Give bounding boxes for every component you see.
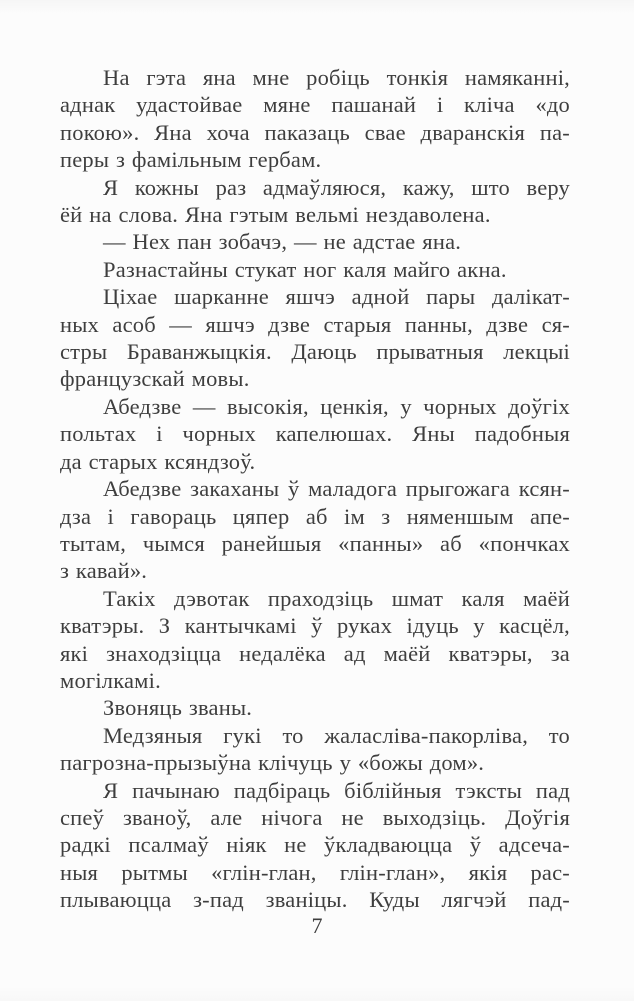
text-line: Абедзве закаханы ў маладога прыгожага ксян-: [103, 476, 570, 502]
text-line: з кавай».: [60, 558, 148, 584]
text-line: кватэры. З кантычкамі ў руках ідуць у касцёл,: [60, 613, 570, 639]
text-line: Звоняць званы.: [103, 695, 253, 721]
text-line: Абедзве — высокія, ценкія, у чорных доўгіх: [103, 393, 570, 419]
text-line: — Нех пан зобачэ, — не адстае яна.: [103, 229, 462, 255]
text-line: На гэта яна мне робіць тонкія намяканні,: [103, 65, 570, 90]
text-line: да старых ксяндзоў.: [60, 448, 256, 474]
paragraph: [60, 393, 570, 475]
paragraph: [60, 64, 570, 174]
page-footer: [0, 912, 634, 939]
paragraph: [60, 585, 570, 695]
paragraph: [60, 694, 570, 721]
text-line: ныя рытмы «глін-глан, глін-глан», якія рас-: [60, 859, 570, 885]
text-line: французскай мовы.: [60, 366, 250, 392]
text-line: Я пачынаю падбіраць біблійныя тэксты пад: [103, 777, 570, 803]
paragraph: [60, 777, 570, 914]
text-line: тытам, чымся ранейшыя «панны» аб «пончках: [60, 530, 570, 556]
paragraph: [60, 174, 570, 229]
text-line: Я кожны раз адмаўляюся, кажу, што веру: [103, 174, 570, 200]
text-line: ных асоб — яшчэ дзве старыя панны, дзве ся-: [60, 311, 570, 337]
text-line: перы з фамільным гербам.: [60, 147, 322, 173]
text-line: пагрозна-прызыўна клічуць у «божы дом».: [60, 750, 485, 776]
text-line: аднак удастойвае мяне пашанай і кліча «до: [60, 92, 570, 118]
text-line: спеў званоў, але нічога не выходзіць. Доўгія: [60, 804, 570, 830]
page-number: 7: [311, 913, 323, 938]
text-line: дза і гавораць цяпер аб ім з няменшым апе-: [60, 503, 570, 529]
paragraph: [60, 256, 570, 283]
text-line: покою». Яна хоча паказаць свае дваранскія па-: [60, 119, 570, 145]
text-line: ёй на слова. Яна гэтым вельмі нездаволена.: [60, 202, 491, 228]
text-column: [60, 64, 570, 914]
text-line: Такіх дэвотак праходзіць шмат каля маёй: [103, 585, 570, 611]
text-line: стры Браванжыцкія. Даюць прыватныя лекцыі: [60, 339, 570, 365]
paragraph: [60, 283, 570, 393]
paragraph: [60, 475, 570, 585]
text-line: радкі псалмаў ніяк не ўкладваюцца ў адсеча-: [60, 832, 570, 858]
text-line: Ціхае шарканне яшчэ адной пары далікат-: [103, 284, 570, 310]
text-line: польтах і чорных капелюшах. Яны падобныя: [60, 421, 570, 447]
text-line: Медзяныя гукі то жаласліва-пакорліва, то: [103, 722, 570, 748]
paragraph: [60, 722, 570, 777]
text-line: Разнастайны стукат ног каля майго акна.: [103, 256, 507, 282]
paragraph-dialogue: [60, 228, 570, 255]
text-line: які знаходзіцца недалёка ад маёй кватэры, за: [60, 640, 570, 666]
text-line: могілкамі.: [60, 667, 161, 693]
text-line: плываюцца з-пад званіцы. Куды лягчэй пад-: [60, 887, 570, 913]
